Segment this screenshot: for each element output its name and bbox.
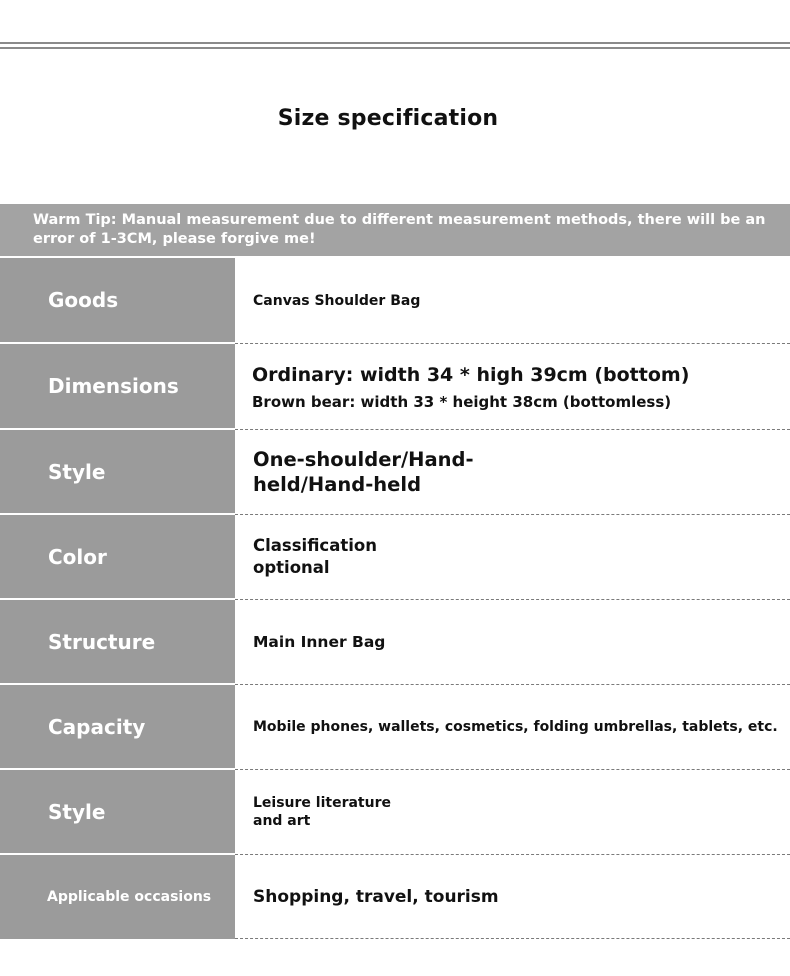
spec-value-text: optional xyxy=(253,558,330,577)
spec-row-style-2 xyxy=(0,770,790,855)
spec-row-goods xyxy=(0,258,790,344)
spec-value-applicable-occasions xyxy=(235,855,790,939)
spec-row-style xyxy=(0,430,790,515)
spec-label-applicable-occasions: Applicable occasions xyxy=(0,855,235,939)
spec-value-text: One-shoulder/Hand- xyxy=(253,448,474,471)
spec-value-structure xyxy=(235,600,790,685)
spec-value-text: Brown bear: width 33 * height 38cm (bottomless) xyxy=(252,392,672,411)
spec-value-dimensions xyxy=(235,344,790,430)
spec-value-color xyxy=(235,515,790,600)
spec-label-structure: Structure xyxy=(0,600,235,683)
spec-value-capacity xyxy=(235,685,790,770)
spec-value-text: Classification xyxy=(253,536,377,555)
spec-label-goods: Goods xyxy=(0,258,235,342)
spec-value-text: and art xyxy=(253,813,311,829)
spec-row-structure xyxy=(0,600,790,685)
spec-value-text: Leisure literature xyxy=(253,795,391,811)
spec-value-text: Main Inner Bag xyxy=(253,633,386,651)
spec-value-goods xyxy=(235,258,790,344)
spec-row-color xyxy=(0,515,790,600)
top-double-rule xyxy=(0,42,790,49)
spec-value-text: Ordinary: width 34 * high 39cm (bottom) xyxy=(252,363,690,386)
spec-label-color: Color xyxy=(0,515,235,598)
spec-row-dimensions xyxy=(0,344,790,430)
page-title: Size specification xyxy=(277,106,499,131)
spec-table xyxy=(0,258,790,939)
spec-label-style: Style xyxy=(0,430,235,513)
spec-value-style xyxy=(235,770,790,855)
spec-label-style: Style xyxy=(0,770,235,853)
spec-value-style xyxy=(235,430,790,515)
spec-value-text: Shopping, travel, tourism xyxy=(253,886,499,907)
spec-row-applicable-occasions xyxy=(0,855,790,939)
warm-tip-banner: Warm Tip: Manual measurement due to different measurement methods, there will be an error of 1-3CM, please forgive me! xyxy=(0,204,790,256)
spec-value-text: Mobile phones, wallets, cosmetics, folding umbrellas, tablets, etc. xyxy=(253,719,778,735)
spec-label-capacity: Capacity xyxy=(0,685,235,768)
spec-value-text: Canvas Shoulder Bag xyxy=(253,292,421,309)
spec-label-dimensions: Dimensions xyxy=(0,344,235,428)
spec-value-text: held/Hand-held xyxy=(253,473,422,496)
spec-row-capacity xyxy=(0,685,790,770)
